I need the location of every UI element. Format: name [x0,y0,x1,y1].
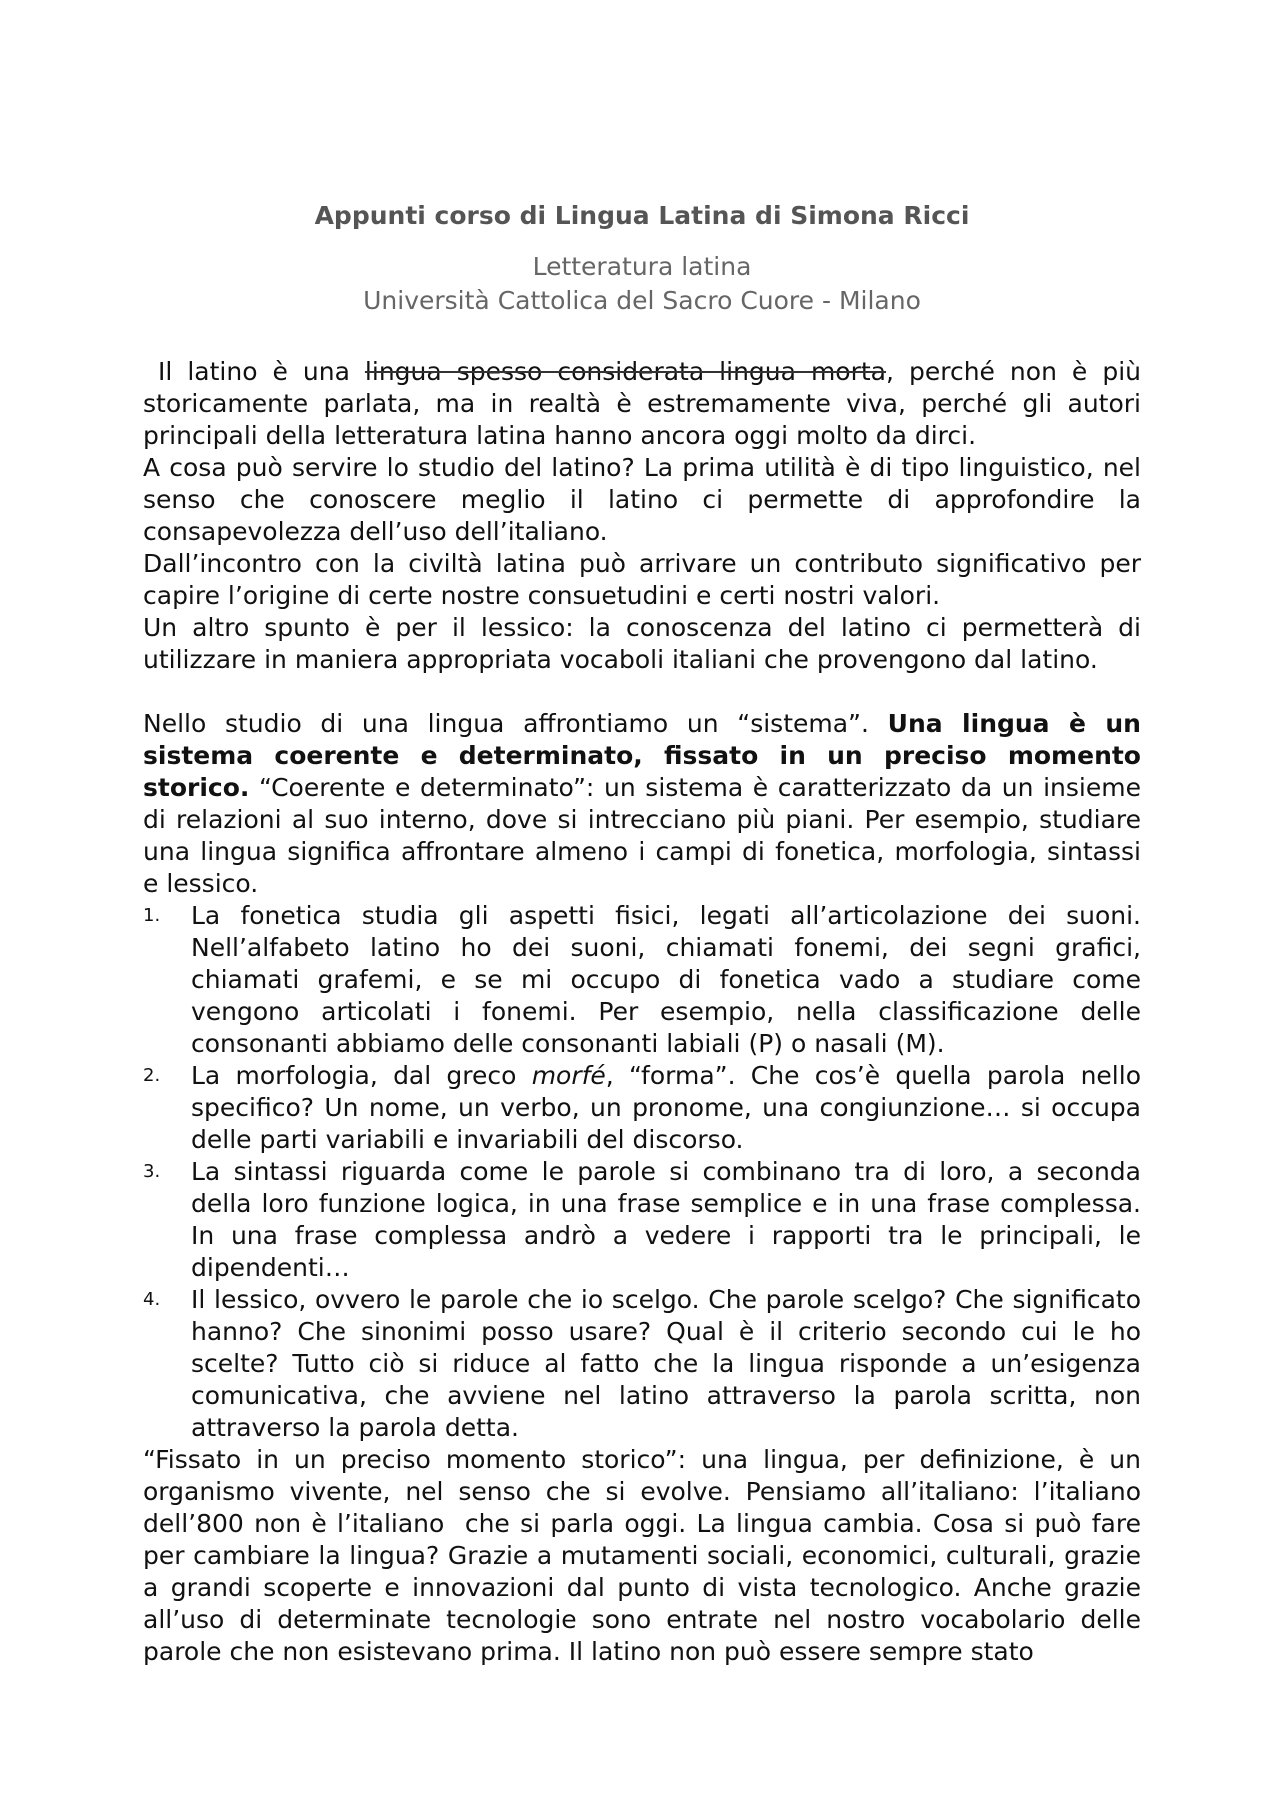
closing-paragraph: “Fissato in un preciso momento storico”: una lingua, per definizione, è un organismo vivente, nel senso che si evolve. Pensiamo all’italiano: l’italiano dell’800 non è l’italiano che si parla oggi. La lingua cambia. Cosa si può fare per cambiare la lingua? Grazie a mutamenti sociali, economici, culturali, grazie a grandi scoperte e innovazioni dal punto di vista tecnologico. Anche grazie all’uso di determinate tecnologie sono entrate nel nostro vocabolario delle parole che non esistevano prima. Il latino non può essere sempre stato [143,1445,1149,1666]
document-body [143,356,1149,1668]
list-item [143,1284,1141,1444]
list-item-text: La sintassi riguarda come le parole si combinano tra di loro, a seconda della loro funzione logica, in una frase semplice e in una frase complessa. In una frase complessa andrò a vedere i rapporti tra le principali, le dipendenti… [191,1157,1141,1282]
italic-term: morfé [531,1061,606,1090]
university-subtitle: Università Cattolica del Sacro Cuore - Milano [363,286,921,315]
document-title: Appunti corso di Lingua Latina di Simona Ricci [314,201,970,230]
intro-paragraph-4: Un altro spunto è per il lessico: la conoscenza del latino ci permetterà di utilizzare in maniera appropriata vocaboli italiani che provengono dal latino. [143,613,1141,674]
system-text-start: Nello studio di una lingua affrontiamo un “sistema”. [143,709,888,738]
intro-paragraph-1 [143,356,1141,452]
intro-paragraph-2: A cosa può servire lo studio del latino? La prima utilità è di tipo linguistico, nel senso che conoscere meglio il latino ci permette di approfondire la consapevolezza dell’uso dell’italiano. [143,453,1141,546]
document-page [143,200,1149,1668]
list-item [143,900,1141,1060]
list-item [143,1156,1141,1284]
linguistic-fields-list [143,900,1141,1444]
list-item-text-start: La morfologia, dal greco [191,1061,532,1090]
intro-text-start: Il latino è una [143,357,365,386]
list-number: 4. [143,1289,161,1310]
course-subtitle: Letteratura latina [532,252,752,281]
intro-paragraph-3: Dall’incontro con la civiltà latina può arrivare un contributo significativo per capire l’origine di certe nostre consuetudini e certi nostri valori. [143,549,1141,610]
system-definition-bold: Una lingua è un sistema coerente e determinato, fissato in un preciso momento storico. [143,709,1141,802]
list-number: 3. [143,1161,161,1182]
system-paragraph [143,708,1141,900]
list-number: 2. [143,1065,161,1086]
list-item-text-end: , “forma”. Che cos’è quella parola nello specifico? Un nome, un verbo, un pronome, una congiunzione… si occupa delle parti variabili e invariabili del discorso. [191,1061,1141,1154]
intro-text-end: , perché non è più storicamente parlata, ma in realtà è estremamente viva, perché gli autori principali della letteratura latina hanno ancora oggi molto da dirci. [143,357,1141,450]
struck-text: lingua spesso considerata lingua morta [364,357,887,386]
list-number: 1. [143,905,161,926]
list-item [143,1060,1141,1156]
list-item-text: Il lessico, ovvero le parole che io scelgo. Che parole scelgo? Che significato hanno? Che sinonimi posso usare? Qual è il criterio secondo cui le ho scelte? Tutto ciò si riduce al fatto che la lingua risponde a un’esigenza comunicativa, che avviene nel latino attraverso la parola scritta, non attraverso la parola detta. [191,1285,1141,1442]
system-text-end: “Coerente e determinato”: un sistema è caratterizzato da un insieme di relazioni al suo interno, dove si intrecciano più piani. Per esempio, studiare una lingua significa affrontare almeno i campi di fonetica, morfologia, sintassi e lessico. [143,773,1141,898]
list-item-text: La fonetica studia gli aspetti fisici, legati all’articolazione dei suoni. Nell’alfabeto latino ho dei suoni, chiamati fonemi, dei segni grafici, chiamati grafemi, e se mi occupo di fonetica vado a studiare come vengono articolati i fonemi. Per esempio, nella classificazione delle consonanti abbiamo delle consonanti labiali (P) o nasali (M). [191,901,1141,1058]
